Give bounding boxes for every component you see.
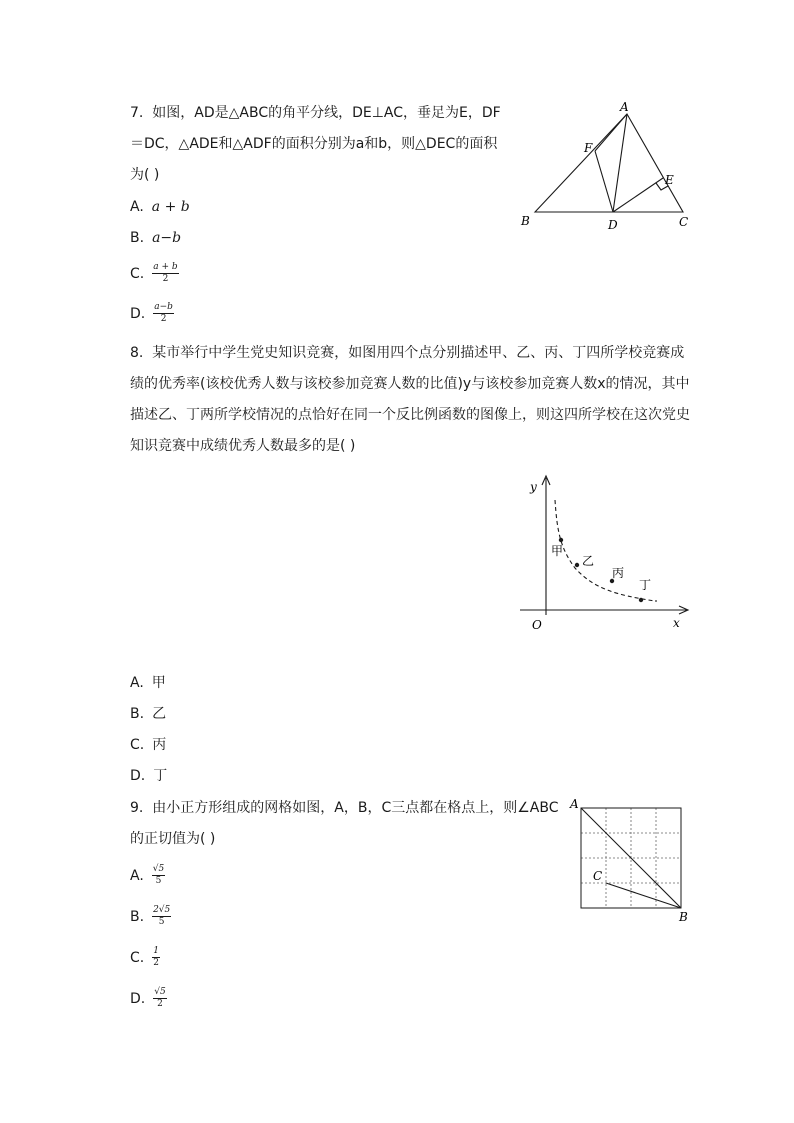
label-ding: 丁 [639, 578, 652, 592]
q9-option-a[interactable]: A. $\frac{√5}{5}$ [130, 864, 165, 886]
q7-option-d[interactable]: D. $\frac{a-b}{2}$ [130, 302, 173, 324]
q7-stem-3: 为( ) [130, 167, 160, 183]
q7-option-b[interactable]: B. a−b [130, 230, 182, 246]
label-c: C [679, 215, 689, 229]
fraction: $\frac{a + b}{2}$ [153, 262, 178, 284]
label-jia: 甲 [551, 544, 564, 558]
label-e: E [665, 173, 674, 187]
point-jia [559, 538, 563, 542]
q7-option-a[interactable]: A. a + b [130, 199, 190, 215]
q8-inverse-function-graph [515, 470, 695, 635]
q9-option-d[interactable]: D. $\frac{√5}{2}$ [130, 987, 166, 1009]
label-c: C [593, 869, 603, 883]
q7-triangle-figure [515, 100, 700, 235]
fraction: $\frac{a-b}{2}$ [154, 302, 173, 324]
q7-line-1: 7. 如图，AD是△ABC的角平分线，DE⊥AC，垂足为E，DF [130, 105, 501, 121]
q8-option-a[interactable]: A. 甲 [130, 675, 166, 691]
q7-option-c[interactable]: C. $\frac{a + b}{2}$ [130, 262, 178, 284]
label-origin: O [532, 618, 542, 632]
label-a: A [620, 100, 629, 114]
q8-option-c[interactable]: C. 丙 [130, 737, 167, 753]
q8-option-d[interactable]: D. 丁 [130, 768, 168, 784]
q8-stem-3: 描述乙、丁两所学校情况的点恰好在同一个反比例函数的图像上，则这四所学校在这次党史 [130, 407, 690, 423]
label-b: B [521, 214, 530, 228]
q8-line-1: 8. 某市举行中学生党史知识竞赛，如图用四个点分别描述甲、乙、丙、丁四所学校竞赛成 [130, 345, 685, 361]
q9-option-b[interactable]: B. $\frac{2√5}{5}$ [130, 905, 171, 927]
segment-cb [606, 883, 681, 908]
point-ding [639, 598, 643, 602]
q8-stem-2: 绩的优秀率(该校优秀人数与该校参加竞赛人数的比值)y与该校参加竞赛人数x的情况，其中 [130, 376, 690, 392]
q8-stem-1: 某市举行中学生党史知识竞赛，如图用四个点分别描述甲、乙、丙、丁四所学校竞赛成 [152, 345, 685, 361]
q8-option-b[interactable]: B. 乙 [130, 706, 167, 722]
q7-stem-2: ＝DC，△ADE和△ADF的面积分别为a和b，则△DEC的面积 [130, 136, 498, 152]
fraction: $\frac{2√5}{5}$ [153, 905, 171, 927]
fraction: $\frac{√5}{5}$ [152, 864, 165, 886]
segment-ad [613, 114, 627, 212]
label-x: x [673, 616, 680, 630]
label-b: B [679, 910, 688, 924]
label-f: F [584, 141, 593, 155]
q8-stem-4: 知识竞赛中成绩优秀人数最多的是( ) [130, 438, 356, 454]
label-yi: 乙 [582, 554, 595, 568]
q9-grid-figure [566, 795, 696, 925]
q9-option-c[interactable]: C. $\frac{1}{2}$ [130, 946, 159, 968]
point-yi [575, 563, 579, 567]
q7-stem-1: 如图，AD是△ABC的角平分线，DE⊥AC，垂足为E，DF [152, 105, 501, 121]
fraction: $\frac{√5}{2}$ [154, 987, 166, 1009]
fraction: $\frac{1}{2}$ [153, 946, 159, 968]
q9-stem-2: 的正切值为( ) [130, 831, 216, 847]
q9-stem-1: 由小正方形组成的网格如图，A，B，C三点都在格点上，则∠ABC [152, 800, 559, 816]
q9-line-1: 9. 由小正方形组成的网格如图，A，B，C三点都在格点上，则∠ABC [130, 800, 559, 816]
label-y: y [530, 480, 537, 494]
segment-fd [595, 151, 613, 212]
label-d: D [608, 218, 618, 232]
label-bing: 丙 [612, 566, 625, 580]
label-a: A [570, 797, 579, 811]
segment-de [613, 178, 663, 212]
